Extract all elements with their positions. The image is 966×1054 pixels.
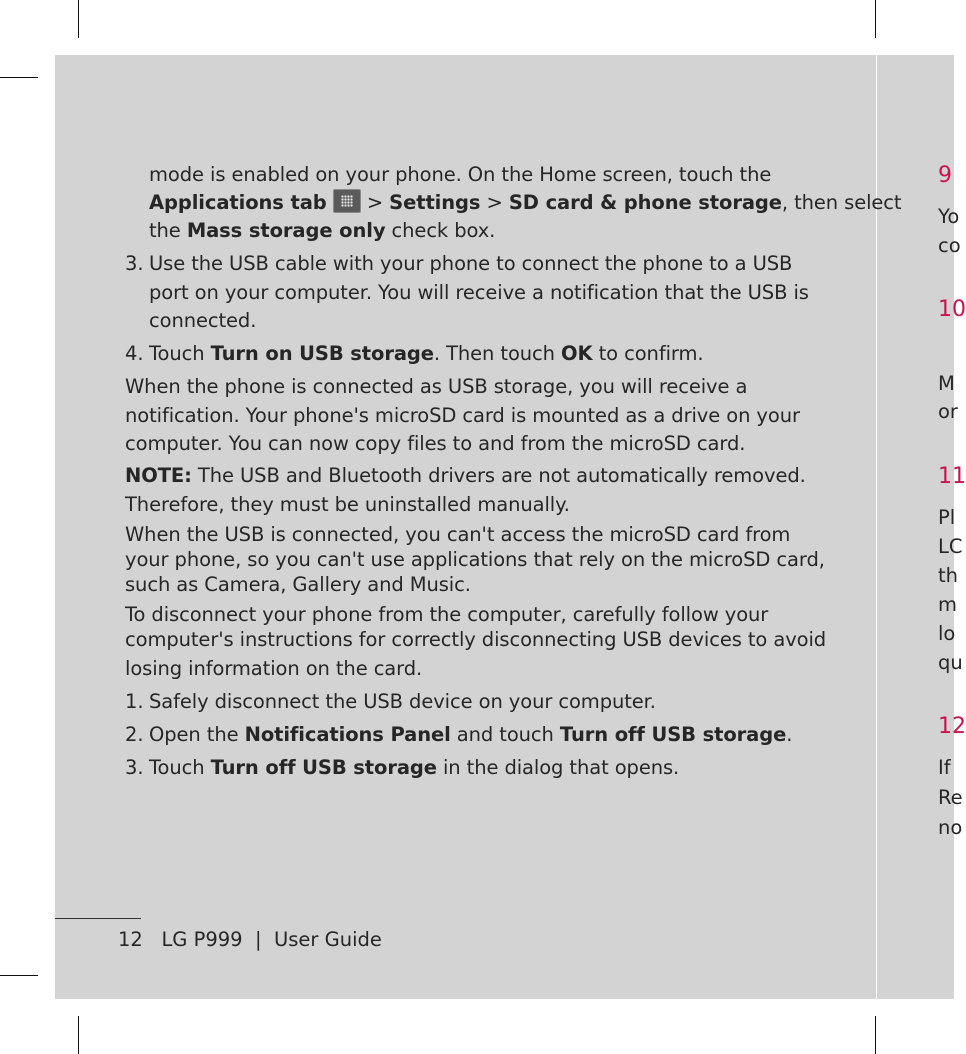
step-text: port on your computer. You will receive a notification that the USB is [149, 281, 809, 304]
section-heading-11: 11 [938, 464, 966, 489]
text-fragment: . Then touch [433, 342, 562, 365]
paragraph-line: such as Camera, Gallery and Music. [125, 573, 471, 596]
next-page-text: Re [938, 786, 963, 809]
footer-rule [55, 918, 141, 919]
step-text [149, 721, 792, 749]
paragraph-line: When the USB is connected, you can't access the microSD card from [125, 523, 791, 546]
paragraph-line: To disconnect your phone from the computer, carefully follow your [125, 603, 769, 626]
text-fragment: Touch [149, 756, 211, 779]
note-label: NOTE: [125, 464, 192, 487]
separator: > [480, 191, 509, 214]
crop-mark [875, 0, 876, 38]
settings-label: Settings [389, 191, 481, 214]
text-fragment: . [786, 723, 793, 746]
text-fragment: check box. [385, 219, 496, 242]
applications-tab-label: Applications tab [149, 191, 327, 214]
turn-off-usb-label: Turn off USB storage [559, 723, 787, 746]
paragraph-line: When the phone is connected as USB storage, you will receive a [125, 375, 748, 398]
text-fragment: Open the [149, 723, 245, 746]
next-page-text: m [938, 593, 957, 616]
next-page-text: no [938, 816, 963, 839]
step-number: 1. [125, 690, 144, 713]
next-page-text: lo [938, 622, 956, 645]
next-page-text: LC [938, 535, 963, 558]
text-fragment: Touch [149, 342, 211, 365]
next-page-text: th [938, 564, 959, 587]
step-text [149, 754, 679, 782]
next-page-text: qu [938, 651, 963, 674]
next-page-text: or [938, 400, 958, 423]
turn-off-usb-label: Turn off USB storage [210, 756, 437, 779]
text-line [149, 189, 901, 217]
section-heading-10: 10 [938, 297, 966, 322]
turn-on-usb-label: Turn on USB storage [210, 342, 434, 365]
ok-label: OK [561, 342, 593, 365]
text-fragment: The USB and Bluetooth drivers are not automatically removed. [191, 464, 806, 487]
paragraph-line: computer. You can now copy files to and from the microSD card. [125, 432, 746, 455]
step-text: Safely disconnect the USB device on your computer. [149, 690, 656, 713]
section-heading-9: 9 [938, 163, 952, 188]
step-number: 3. [125, 756, 144, 779]
crop-mark [0, 975, 38, 976]
text-line [149, 217, 495, 245]
text-fragment: in the dialog that opens. [436, 756, 680, 779]
paragraph-line: notification. Your phone's microSD card is mounted as a drive on your [125, 404, 800, 427]
paragraph-line: computer's instructions for correctly disconnecting USB devices to avoid [125, 628, 827, 651]
next-page-text: co [938, 234, 961, 257]
applications-grid-icon [333, 189, 361, 213]
text-fragment: and touch [450, 723, 560, 746]
step-number: 4. [125, 342, 144, 365]
page-number: 12 [118, 928, 143, 951]
step-text: connected. [149, 309, 257, 332]
next-page-text: If [938, 756, 951, 779]
paragraph-line: your phone, so you can't use applications that rely on the microSD card, [125, 548, 825, 571]
crop-mark [78, 1016, 79, 1054]
step-text [149, 340, 703, 368]
next-page-text: M [938, 372, 955, 395]
crop-mark [78, 0, 79, 38]
text-fragment: to confirm. [592, 342, 704, 365]
step-number: 2. [125, 723, 144, 746]
separator: > [360, 191, 390, 214]
mass-storage-label: Mass storage only [186, 219, 386, 242]
sd-card-label: SD card & phone storage [508, 191, 782, 214]
note-line: Therefore, they must be uninstalled manually. [125, 493, 570, 516]
text-line: mode is enabled on your phone. On the Home screen, touch the [149, 163, 772, 186]
page-footer [118, 926, 382, 954]
footer-title: LG P999 | User Guide [161, 928, 382, 951]
next-page-text: Pl [938, 506, 956, 529]
crop-mark [875, 1016, 876, 1054]
notifications-panel-label: Notifications Panel [244, 723, 451, 746]
step-text: Use the USB cable with your phone to connect the phone to a USB [149, 252, 793, 275]
section-heading-12: 12 [938, 714, 966, 739]
next-page-text: Yo [938, 205, 960, 228]
text-fragment: , then select [781, 191, 902, 214]
crop-mark [0, 77, 38, 78]
text-fragment: the [149, 219, 187, 242]
paragraph-line: losing information on the card. [125, 657, 423, 680]
note-line [125, 462, 806, 490]
step-number: 3. [125, 252, 144, 275]
